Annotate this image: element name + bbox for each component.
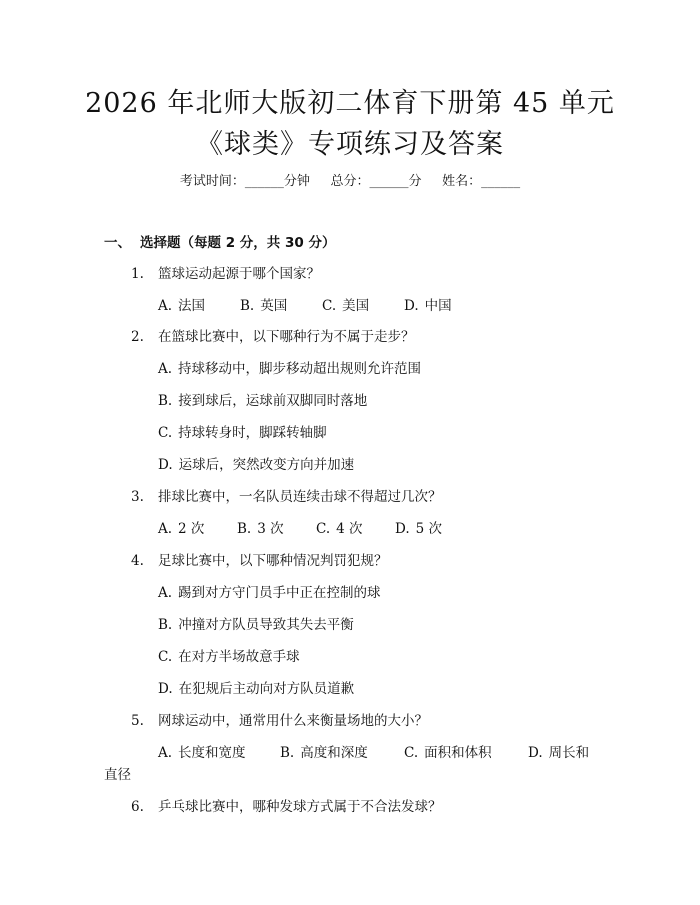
option: D. 运球后，突然改变方向并加速	[158, 457, 355, 473]
question	[131, 795, 442, 815]
question-text: 在篮球比赛中，以下哪种行为不属于走步？	[158, 329, 415, 345]
option: C. 在对方半场故意手球	[158, 649, 300, 665]
question-number: 4.	[131, 553, 144, 569]
question-number: 1.	[131, 266, 144, 282]
question-text: 排球比赛中，一名队员连续击球不得超过几次？	[158, 489, 442, 505]
question	[131, 485, 442, 505]
option: A. 长度和宽度	[158, 745, 246, 761]
page-title: 2026 年北师大版初二体育下册第 45 单元	[85, 88, 615, 119]
option: C. 4 次	[316, 521, 363, 537]
question	[131, 549, 388, 569]
question	[131, 325, 415, 345]
question-number: 2.	[131, 329, 144, 345]
option: D. 周长和	[528, 745, 590, 761]
exam-info-line: 考试时间：______分钟 总分：______分 姓名：______	[179, 174, 521, 189]
option: D. 中国	[404, 298, 452, 314]
section-number: 一、	[104, 235, 131, 251]
question-text: 网球运动中，通常用什么来衡量场地的大小？	[158, 713, 428, 729]
question-text: 篮球运动起源于哪个国家？	[158, 266, 320, 282]
question-text: 足球比赛中，以下哪种情况判罚犯规？	[158, 553, 388, 569]
option: B. 冲撞对方队员导致其失去平衡	[158, 617, 354, 633]
section-label: 选择题（每题 2 分，共 30 分）	[140, 235, 336, 251]
option: C. 面积和体积	[404, 745, 492, 761]
question-number: 5.	[131, 713, 144, 729]
option: A. 法国	[158, 298, 206, 314]
option: C. 美国	[322, 298, 370, 314]
question-text: 乒乓球比赛中，哪种发球方式属于不合法发球？	[158, 799, 442, 815]
question-number: 3.	[131, 489, 144, 505]
option-wrap-text: 直径	[104, 767, 131, 783]
option: B. 英国	[240, 298, 288, 314]
option: D. 在犯规后主动向对方队员道歉	[158, 681, 355, 697]
option: B. 接到球后，运球前双脚同时落地	[158, 393, 368, 409]
option: B. 高度和深度	[280, 745, 368, 761]
question	[131, 709, 428, 729]
option: A. 踢到对方守门员手中正在控制的球	[158, 585, 381, 601]
question	[131, 262, 320, 282]
option: D. 5 次	[395, 521, 443, 537]
question-number: 6.	[131, 799, 144, 815]
option: A. 持球移动中，脚步移动超出规则允许范围	[158, 361, 422, 377]
option: C. 持球转身时，脚踩转轴脚	[158, 425, 327, 441]
option: B. 3 次	[237, 521, 284, 537]
page-subtitle: 《球类》专项练习及答案	[196, 129, 504, 160]
section-heading	[104, 231, 335, 251]
option: A. 2 次	[158, 521, 205, 537]
